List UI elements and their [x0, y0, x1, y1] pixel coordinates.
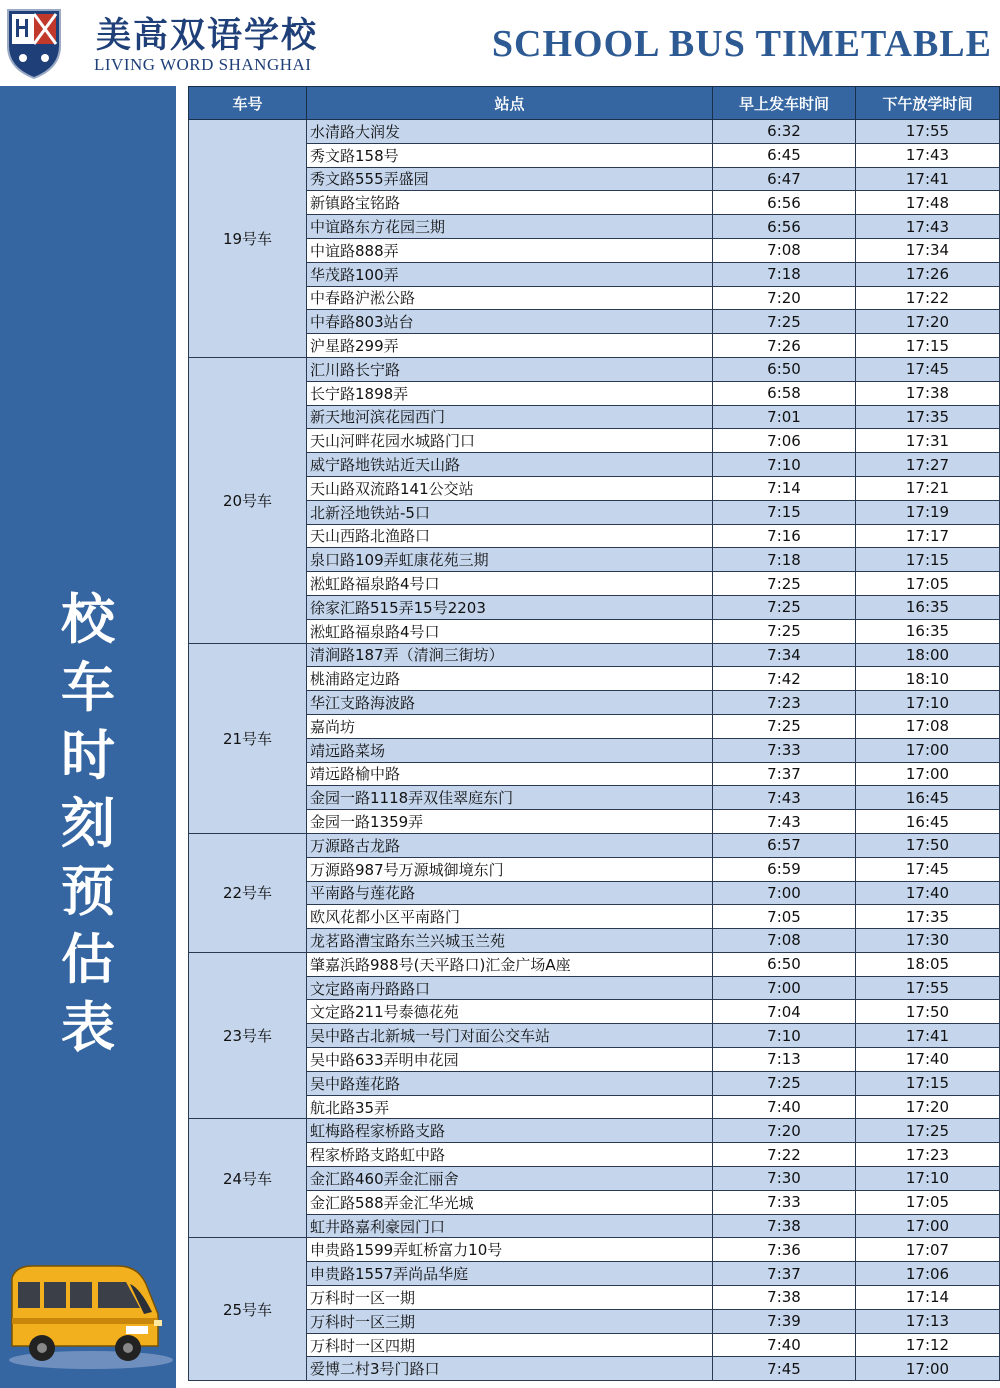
table-row	[189, 619, 1000, 643]
school-crest-icon	[4, 6, 64, 80]
stop-name-cell: 沪星路299弄	[307, 334, 713, 358]
table-row	[189, 691, 1000, 715]
table-row	[189, 810, 1000, 834]
afternoon-time-cell: 17:30	[856, 929, 1000, 953]
table-row	[189, 905, 1000, 929]
afternoon-time-cell: 17:22	[856, 286, 1000, 310]
stop-name-cell: 虹井路嘉利豪园门口	[307, 1214, 713, 1238]
afternoon-time-cell: 17:25	[856, 1119, 1000, 1143]
afternoon-time-cell: 17:21	[856, 476, 1000, 500]
morning-time-cell: 6:59	[713, 857, 856, 881]
morning-time-cell: 7:13	[713, 1048, 856, 1072]
morning-time-cell: 7:10	[713, 453, 856, 477]
morning-time-cell: 7:43	[713, 810, 856, 834]
morning-time-cell: 7:45	[713, 1357, 856, 1381]
table-row	[189, 120, 1000, 144]
afternoon-time-cell: 17:10	[856, 691, 1000, 715]
table-row	[189, 476, 1000, 500]
table-row	[189, 1000, 1000, 1024]
morning-time-cell: 6:57	[713, 833, 856, 857]
morning-time-cell: 7:40	[713, 1095, 856, 1119]
morning-time-cell: 7:26	[713, 334, 856, 358]
stop-name-cell: 长宁路1898弄	[307, 381, 713, 405]
table-row	[189, 1167, 1000, 1191]
morning-time-cell: 7:43	[713, 786, 856, 810]
morning-time-cell: 7:20	[713, 286, 856, 310]
table-row	[189, 143, 1000, 167]
school-name-cn: 美高双语学校	[96, 16, 319, 56]
stop-name-cell: 桃浦路定边路	[307, 667, 713, 691]
afternoon-time-cell: 16:45	[856, 786, 1000, 810]
table-row	[189, 952, 1000, 976]
afternoon-time-cell: 17:55	[856, 120, 1000, 144]
afternoon-time-cell: 17:38	[856, 381, 1000, 405]
table-row	[189, 334, 1000, 358]
table-row	[189, 929, 1000, 953]
stop-name-cell: 金汇路460弄金汇丽舍	[307, 1167, 713, 1191]
school-name-en: LIVING WORD SHANGHAI	[94, 55, 312, 74]
school-bus-icon	[6, 1256, 176, 1372]
header-morning-time: 早上发车时间	[713, 87, 856, 120]
morning-time-cell: 7:00	[713, 881, 856, 905]
morning-time-cell: 6:50	[713, 952, 856, 976]
table-row	[189, 1238, 1000, 1262]
table-row	[189, 595, 1000, 619]
stop-name-cell: 秀文路158号	[307, 143, 713, 167]
afternoon-time-cell: 17:00	[856, 738, 1000, 762]
morning-time-cell: 7:40	[713, 1333, 856, 1357]
afternoon-time-cell: 17:40	[856, 881, 1000, 905]
afternoon-time-cell: 17:34	[856, 238, 1000, 262]
bus-number-cell: 23号车	[189, 952, 307, 1119]
stop-name-cell: 清涧路187弄（清涧三街坊）	[307, 643, 713, 667]
table-row	[189, 262, 1000, 286]
stop-name-cell: 虹梅路程家桥路支路	[307, 1119, 713, 1143]
morning-time-cell: 7:37	[713, 1262, 856, 1286]
bus-number-cell: 21号车	[189, 643, 307, 833]
morning-time-cell: 7:20	[713, 1119, 856, 1143]
table-row	[189, 1071, 1000, 1095]
table-row	[189, 310, 1000, 334]
stop-name-cell: 秀文路555弄盛园	[307, 167, 713, 191]
stop-name-cell: 航北路35弄	[307, 1095, 713, 1119]
table-row	[189, 738, 1000, 762]
morning-time-cell: 7:25	[713, 619, 856, 643]
afternoon-time-cell: 17:20	[856, 1095, 1000, 1119]
morning-time-cell: 7:06	[713, 429, 856, 453]
morning-time-cell: 7:38	[713, 1286, 856, 1310]
afternoon-time-cell: 17:55	[856, 976, 1000, 1000]
table-row	[189, 238, 1000, 262]
table-row	[189, 881, 1000, 905]
stop-name-cell: 金园一路1359弄	[307, 810, 713, 834]
vertical-title-char: 刻	[61, 792, 115, 855]
table-row	[189, 167, 1000, 191]
afternoon-time-cell: 17:07	[856, 1238, 1000, 1262]
afternoon-time-cell: 17:00	[856, 762, 1000, 786]
morning-time-cell: 7:25	[713, 572, 856, 596]
afternoon-time-cell: 17:19	[856, 500, 1000, 524]
stop-name-cell: 吴中路古北新城一号门对面公交车站	[307, 1024, 713, 1048]
morning-time-cell: 7:34	[713, 643, 856, 667]
morning-time-cell: 7:33	[713, 738, 856, 762]
stop-name-cell: 靖远路菜场	[307, 738, 713, 762]
table-row	[189, 286, 1000, 310]
bus-number-cell: 24号车	[189, 1119, 307, 1238]
stop-name-cell: 万科时一区四期	[307, 1333, 713, 1357]
stop-name-cell: 天山西路北渔路口	[307, 524, 713, 548]
stop-name-cell: 水清路大润发	[307, 120, 713, 144]
stop-name-cell: 徐家汇路515弄15号2203	[307, 595, 713, 619]
morning-time-cell: 7:08	[713, 929, 856, 953]
table-row	[189, 762, 1000, 786]
vertical-title-char: 预	[61, 860, 115, 923]
morning-time-cell: 7:25	[713, 714, 856, 738]
stop-name-cell: 新镇路宝铭路	[307, 191, 713, 215]
page-header	[0, 0, 1000, 86]
vertical-title-char: 表	[61, 996, 115, 1059]
stop-name-cell: 申贵路1599弄虹桥富力10号	[307, 1238, 713, 1262]
stop-name-cell: 文定路南丹路路口	[307, 976, 713, 1000]
stop-name-cell: 中春路803站台	[307, 310, 713, 334]
table-row	[189, 643, 1000, 667]
table-row	[189, 215, 1000, 239]
vertical-title-char: 车	[61, 656, 115, 719]
morning-time-cell: 6:58	[713, 381, 856, 405]
stop-name-cell: 金园一路1118弄双佳翠庭东门	[307, 786, 713, 810]
table-row	[189, 1357, 1000, 1381]
stop-name-cell: 中春路沪淞公路	[307, 286, 713, 310]
bus-number-cell: 20号车	[189, 357, 307, 643]
stop-name-cell: 肇嘉浜路988号(天平路口)汇金广场A座	[307, 952, 713, 976]
afternoon-time-cell: 17:10	[856, 1167, 1000, 1191]
afternoon-time-cell: 17:15	[856, 548, 1000, 572]
morning-time-cell: 7:18	[713, 548, 856, 572]
afternoon-time-cell: 17:31	[856, 429, 1000, 453]
stop-name-cell: 淞虹路福泉路4号口	[307, 619, 713, 643]
morning-time-cell: 7:01	[713, 405, 856, 429]
stop-name-cell: 泉口路109弄虹康花苑三期	[307, 548, 713, 572]
afternoon-time-cell: 17:15	[856, 1071, 1000, 1095]
table-row	[189, 1143, 1000, 1167]
morning-time-cell: 7:18	[713, 262, 856, 286]
vertical-title	[0, 586, 176, 1062]
stop-name-cell: 天山河畔花园水城路门口	[307, 429, 713, 453]
vertical-title-char: 校	[61, 588, 115, 651]
stop-name-cell: 龙茗路漕宝路东兰兴城玉兰苑	[307, 929, 713, 953]
afternoon-time-cell: 16:35	[856, 595, 1000, 619]
bus-number-cell: 25号车	[189, 1238, 307, 1381]
morning-time-cell: 7:42	[713, 667, 856, 691]
morning-time-cell: 7:23	[713, 691, 856, 715]
afternoon-time-cell: 17:13	[856, 1309, 1000, 1333]
stop-name-cell: 北新泾地铁站-5口	[307, 500, 713, 524]
table-row	[189, 857, 1000, 881]
stop-name-cell: 万源路987号万源城御境东门	[307, 857, 713, 881]
table-row	[189, 357, 1000, 381]
morning-time-cell: 6:56	[713, 215, 856, 239]
stop-name-cell: 欧风花都小区平南路门	[307, 905, 713, 929]
stop-name-cell: 中谊路888弄	[307, 238, 713, 262]
afternoon-time-cell: 17:05	[856, 572, 1000, 596]
stop-name-cell: 吴中路633弄明申花园	[307, 1048, 713, 1072]
afternoon-time-cell: 17:41	[856, 167, 1000, 191]
table-header-row	[189, 87, 1000, 120]
table-row	[189, 1095, 1000, 1119]
table-row	[189, 1286, 1000, 1310]
afternoon-time-cell: 17:05	[856, 1190, 1000, 1214]
afternoon-time-cell: 17:43	[856, 143, 1000, 167]
morning-time-cell: 7:37	[713, 762, 856, 786]
afternoon-time-cell: 17:45	[856, 357, 1000, 381]
afternoon-time-cell: 16:35	[856, 619, 1000, 643]
morning-time-cell: 7:08	[713, 238, 856, 262]
morning-time-cell: 7:25	[713, 1071, 856, 1095]
afternoon-time-cell: 17:35	[856, 905, 1000, 929]
vertical-title-char: 时	[61, 724, 115, 787]
morning-time-cell: 7:14	[713, 476, 856, 500]
afternoon-time-cell: 17:26	[856, 262, 1000, 286]
morning-time-cell: 7:33	[713, 1190, 856, 1214]
table-row	[189, 405, 1000, 429]
morning-time-cell: 6:47	[713, 167, 856, 191]
page-title: SCHOOL BUS TIMETABLE	[491, 23, 992, 65]
stop-name-cell: 万科时一区三期	[307, 1309, 713, 1333]
morning-time-cell: 7:04	[713, 1000, 856, 1024]
table-row	[189, 1190, 1000, 1214]
table-row	[189, 714, 1000, 738]
afternoon-time-cell: 17:17	[856, 524, 1000, 548]
stop-name-cell: 万科时一区一期	[307, 1286, 713, 1310]
afternoon-time-cell: 17:23	[856, 1143, 1000, 1167]
stop-name-cell: 中谊路东方花园三期	[307, 215, 713, 239]
table-row	[189, 429, 1000, 453]
stop-name-cell: 淞虹路福泉路4号口	[307, 572, 713, 596]
afternoon-time-cell: 17:15	[856, 334, 1000, 358]
stop-name-cell: 威宁路地铁站近天山路	[307, 453, 713, 477]
stop-name-cell: 华茂路100弄	[307, 262, 713, 286]
afternoon-time-cell: 17:20	[856, 310, 1000, 334]
table-row	[189, 1214, 1000, 1238]
afternoon-time-cell: 17:50	[856, 833, 1000, 857]
stop-name-cell: 爱博二村3号门路口	[307, 1357, 713, 1381]
table-row	[189, 1048, 1000, 1072]
table-row	[189, 453, 1000, 477]
stop-name-cell: 嘉尚坊	[307, 714, 713, 738]
morning-time-cell: 7:05	[713, 905, 856, 929]
bus-number-cell: 22号车	[189, 833, 307, 952]
morning-time-cell: 7:38	[713, 1214, 856, 1238]
stop-name-cell: 金汇路588弄金汇华光城	[307, 1190, 713, 1214]
stop-name-cell: 文定路211号泰德花苑	[307, 1000, 713, 1024]
stop-name-cell: 吴中路莲花路	[307, 1071, 713, 1095]
afternoon-time-cell: 17:06	[856, 1262, 1000, 1286]
morning-time-cell: 6:45	[713, 143, 856, 167]
morning-time-cell: 7:16	[713, 524, 856, 548]
table-row	[189, 572, 1000, 596]
table-row	[189, 1024, 1000, 1048]
stop-name-cell: 汇川路长宁路	[307, 357, 713, 381]
vertical-title-char: 估	[61, 928, 115, 991]
table-row	[189, 786, 1000, 810]
table-row	[189, 524, 1000, 548]
afternoon-time-cell: 17:40	[856, 1048, 1000, 1072]
table-row	[189, 191, 1000, 215]
afternoon-time-cell: 17:50	[856, 1000, 1000, 1024]
table-row	[189, 548, 1000, 572]
afternoon-time-cell: 17:43	[856, 215, 1000, 239]
bus-timetable	[188, 86, 999, 1381]
morning-time-cell: 7:30	[713, 1167, 856, 1191]
afternoon-time-cell: 18:10	[856, 667, 1000, 691]
table-row	[189, 667, 1000, 691]
morning-time-cell: 7:15	[713, 500, 856, 524]
afternoon-time-cell: 17:08	[856, 714, 1000, 738]
afternoon-time-cell: 17:48	[856, 191, 1000, 215]
table-row	[189, 1119, 1000, 1143]
bus-number-cell: 19号车	[189, 120, 307, 358]
afternoon-time-cell: 18:05	[856, 952, 1000, 976]
morning-time-cell: 6:56	[713, 191, 856, 215]
header-bus-number: 车号	[189, 87, 307, 120]
stop-name-cell: 申贵路1557弄尚品华庭	[307, 1262, 713, 1286]
table-row	[189, 1262, 1000, 1286]
morning-time-cell: 7:10	[713, 1024, 856, 1048]
morning-time-cell: 7:25	[713, 310, 856, 334]
table-row	[189, 833, 1000, 857]
afternoon-time-cell: 17:35	[856, 405, 1000, 429]
afternoon-time-cell: 17:12	[856, 1333, 1000, 1357]
afternoon-time-cell: 18:00	[856, 643, 1000, 667]
morning-time-cell: 7:39	[713, 1309, 856, 1333]
header-afternoon-time: 下午放学时间	[856, 87, 1000, 120]
afternoon-time-cell: 17:14	[856, 1286, 1000, 1310]
morning-time-cell: 7:36	[713, 1238, 856, 1262]
table-row	[189, 1333, 1000, 1357]
afternoon-time-cell: 17:45	[856, 857, 1000, 881]
table-row	[189, 1309, 1000, 1333]
morning-time-cell: 7:00	[713, 976, 856, 1000]
table-row	[189, 381, 1000, 405]
sidebar	[0, 86, 176, 1388]
stop-name-cell: 靖远路榆中路	[307, 762, 713, 786]
stop-name-cell: 万源路古龙路	[307, 833, 713, 857]
afternoon-time-cell: 17:00	[856, 1214, 1000, 1238]
table-row	[189, 976, 1000, 1000]
afternoon-time-cell: 17:41	[856, 1024, 1000, 1048]
stop-name-cell: 天山路双流路141公交站	[307, 476, 713, 500]
morning-time-cell: 6:50	[713, 357, 856, 381]
header-stop: 站点	[307, 87, 713, 120]
stop-name-cell: 平南路与莲花路	[307, 881, 713, 905]
stop-name-cell: 新天地河滨花园西门	[307, 405, 713, 429]
table-row	[189, 500, 1000, 524]
afternoon-time-cell: 17:27	[856, 453, 1000, 477]
stop-name-cell: 程家桥路支路虹中路	[307, 1143, 713, 1167]
afternoon-time-cell: 17:00	[856, 1357, 1000, 1381]
morning-time-cell: 7:25	[713, 595, 856, 619]
afternoon-time-cell: 16:45	[856, 810, 1000, 834]
morning-time-cell: 7:22	[713, 1143, 856, 1167]
morning-time-cell: 6:32	[713, 120, 856, 144]
stop-name-cell: 华江支路海波路	[307, 691, 713, 715]
